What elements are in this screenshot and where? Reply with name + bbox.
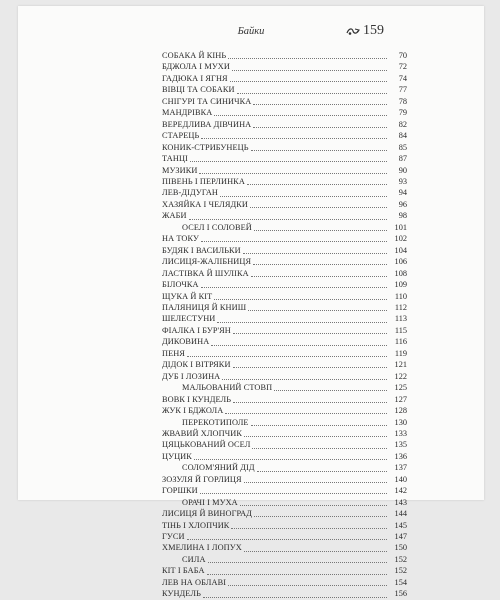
toc-entry-page: 154 xyxy=(394,577,407,587)
dot-leader xyxy=(214,109,387,116)
dot-leader xyxy=(200,487,387,494)
toc-entry-page: 128 xyxy=(394,406,407,416)
page-number-block xyxy=(346,23,384,39)
toc-entry xyxy=(162,142,407,153)
toc-entry-page: 152 xyxy=(394,566,407,576)
toc-entry xyxy=(162,325,407,336)
toc-entry xyxy=(162,107,407,118)
toc-entry xyxy=(162,542,407,553)
toc-entry-title: ТАНЦІ xyxy=(162,154,188,164)
toc-entry-title: ФІАЛКА І БУР'ЯН xyxy=(162,325,231,335)
toc-entry-title: ХАЗЯЙКА І ЧЕЛЯДКИ xyxy=(162,199,248,209)
toc-entry xyxy=(162,439,407,450)
page-header xyxy=(18,24,484,42)
toc-entry-title: СТАРЕЦЬ xyxy=(162,131,200,141)
dot-leader xyxy=(225,407,387,414)
toc-entry-page: 133 xyxy=(394,428,407,438)
toc-entry-page: 84 xyxy=(398,131,407,141)
toc-entry-page: 122 xyxy=(394,371,407,381)
toc-entry xyxy=(162,245,407,256)
toc-entry-title: ГУСИ xyxy=(162,532,185,542)
toc-entry-title: МАНДРІВКА xyxy=(162,108,213,118)
toc-entry-page: 112 xyxy=(394,302,407,312)
toc-entry-page: 121 xyxy=(394,360,407,370)
dot-leader xyxy=(231,522,387,529)
toc-entry xyxy=(162,520,407,531)
toc-entry-title: КОНИК-СТРИБУНЕЦЬ xyxy=(162,142,249,152)
toc-entry xyxy=(162,577,407,588)
dot-leader xyxy=(201,132,387,139)
toc-entry-title: МАЛЬОВАНИЙ СТОВП xyxy=(182,383,273,393)
toc-entry-page: 144 xyxy=(394,509,407,519)
toc-entry-title: ЖВАВИЙ ХЛОПЧИК xyxy=(162,428,242,438)
toc-entry-page: 77 xyxy=(398,85,407,95)
dot-leader xyxy=(244,476,387,483)
toc-entry-title: ШЕЛЕСТУНИ xyxy=(162,314,216,324)
toc-entry-title: ЛЕВ-ДІДУГАН xyxy=(162,188,219,198)
toc-entry-page: 96 xyxy=(398,199,407,209)
toc-entry xyxy=(162,565,407,576)
toc-entry-title: ОРАЧІ І МУХА xyxy=(182,497,238,507)
toc-entry-title: ЩУКА Й КІТ xyxy=(162,291,213,301)
dot-leader xyxy=(244,430,387,437)
toc-entry xyxy=(162,474,407,485)
toc-entry-page: 156 xyxy=(394,589,407,599)
toc-entry-page: 150 xyxy=(394,543,407,553)
dot-leader xyxy=(228,579,387,586)
toc-entry xyxy=(162,313,407,324)
dot-leader xyxy=(208,556,387,563)
toc-entry-page: 108 xyxy=(394,268,407,278)
dot-leader xyxy=(199,167,387,174)
fleuron-icon xyxy=(346,27,360,36)
toc-entry xyxy=(162,451,407,462)
dot-leader xyxy=(253,258,387,265)
toc-entry-page: 74 xyxy=(398,73,407,83)
toc-entry xyxy=(162,371,407,382)
toc-entry-page: 93 xyxy=(398,176,407,186)
toc-entry xyxy=(162,348,407,359)
toc-entry-title: СОЛОМ'ЯНИЙ ДІД xyxy=(182,463,255,473)
toc-entry-page: 98 xyxy=(398,211,407,221)
toc-entry-page: 110 xyxy=(394,291,407,301)
dot-leader xyxy=(187,533,387,540)
dot-leader xyxy=(251,270,387,277)
toc-entry-page: 142 xyxy=(394,486,407,496)
toc-entry-page: 87 xyxy=(398,154,407,164)
toc-entry xyxy=(162,233,407,244)
dot-leader xyxy=(233,396,387,403)
toc-entry-title: ЛАСТІВКА Й ШУЛІКА xyxy=(162,268,249,278)
dot-leader xyxy=(203,591,387,598)
dot-leader xyxy=(274,384,387,391)
toc-entry-title: МУЗИКИ xyxy=(162,165,198,175)
toc-entry xyxy=(162,176,407,187)
dot-leader xyxy=(233,327,387,334)
dot-leader xyxy=(248,304,387,311)
dot-leader xyxy=(254,224,387,231)
dot-leader xyxy=(228,52,387,59)
dot-leader xyxy=(254,510,387,517)
toc-entry-title: ДІДОК І ВІТРЯКИ xyxy=(162,360,231,370)
toc-entry-title: ДИКОВИНА xyxy=(162,337,210,347)
toc-entry xyxy=(162,130,407,141)
toc-entry-page: 116 xyxy=(394,337,407,347)
toc-entry-title: ЛИСИЦЯ-ЖАЛІБНИЦЯ xyxy=(162,257,252,267)
toc-entry xyxy=(162,84,407,95)
toc-entry-page: 143 xyxy=(394,497,407,507)
toc-entry-page: 130 xyxy=(394,417,407,427)
toc-entry-title: ПЕНЯ xyxy=(162,348,185,358)
toc-entry xyxy=(162,256,407,267)
toc-entry-page: 137 xyxy=(394,463,407,473)
dot-leader xyxy=(220,190,387,197)
dot-leader xyxy=(247,178,387,185)
toc-entry xyxy=(162,210,407,221)
toc-entry-title: ОСЕЛ І СОЛОВЕЙ xyxy=(182,222,252,232)
toc-entry xyxy=(162,428,407,439)
toc-entry-title: ВОВК І КУНДЕЛЬ xyxy=(162,394,232,404)
toc-entry-page: 119 xyxy=(394,348,407,358)
toc-entry xyxy=(162,531,407,542)
toc-entry-title: ТІНЬ І ХЛОПЧИК xyxy=(162,520,230,530)
running-title: Байки xyxy=(237,26,265,37)
dot-leader xyxy=(211,339,387,346)
toc-entry-page: 135 xyxy=(394,440,407,450)
toc-entry xyxy=(162,336,407,347)
toc-entry-page: 79 xyxy=(398,108,407,118)
toc-entry-page: 85 xyxy=(398,142,407,152)
dot-leader xyxy=(251,144,387,151)
toc-entry-title: НА ТОКУ xyxy=(162,234,199,244)
toc-entry-page: 82 xyxy=(398,119,407,129)
dot-leader xyxy=(253,98,387,105)
dot-leader xyxy=(217,316,387,323)
toc-entry-page: 113 xyxy=(394,314,407,324)
toc-entry xyxy=(162,153,407,164)
toc-entry xyxy=(162,165,407,176)
dot-leader xyxy=(194,453,387,460)
dot-leader xyxy=(214,293,387,300)
toc-entry-title: СИЛА xyxy=(182,554,206,564)
toc-entry xyxy=(162,119,407,130)
toc-entry-title: ЦУЦИК xyxy=(162,451,192,461)
toc-entry-title: БДЖОЛА І МУХИ xyxy=(162,62,230,72)
page-number: 159 xyxy=(363,23,384,38)
toc-entry xyxy=(162,50,407,61)
toc-entry-title: ХМЕЛИНА І ЛОПУХ xyxy=(162,543,242,553)
toc-entry-title: ЛЕВ НА ОБЛАВІ xyxy=(162,577,227,587)
toc-entry xyxy=(162,508,407,519)
dot-leader xyxy=(230,75,387,82)
toc-entry-title: БІЛОЧКА xyxy=(162,280,199,290)
toc-entry-title: ЦЯЦЬКОВАНИЙ ОСЕЛ xyxy=(162,440,251,450)
dot-leader xyxy=(250,201,387,208)
toc-entry xyxy=(162,417,407,428)
toc-entry-title: КІТ І БАБА xyxy=(162,566,205,576)
toc-entry-page: 127 xyxy=(394,394,407,404)
toc-entry xyxy=(162,554,407,565)
dot-leader xyxy=(257,465,387,472)
toc-entry-title: ГОРШКИ xyxy=(162,486,198,496)
dot-leader xyxy=(190,155,387,162)
toc-entry xyxy=(162,268,407,279)
toc-entry-title: СНІГУРІ ТА СИНИЧКА xyxy=(162,96,252,106)
toc-entry xyxy=(162,588,407,599)
toc-entry xyxy=(162,497,407,508)
toc-entry-page: 94 xyxy=(398,188,407,198)
toc-entry xyxy=(162,222,407,233)
dot-leader xyxy=(201,235,387,242)
toc-entry-title: БУДЯК І ВАСИЛЬКИ xyxy=(162,245,241,255)
toc-entry-page: 102 xyxy=(394,234,407,244)
toc-entry-page: 125 xyxy=(394,383,407,393)
dot-leader xyxy=(232,64,387,71)
toc-entry xyxy=(162,73,407,84)
dot-leader xyxy=(244,545,387,552)
toc-entry-page: 72 xyxy=(398,62,407,72)
toc-entry xyxy=(162,462,407,473)
table-of-contents xyxy=(162,50,407,600)
toc-entry xyxy=(162,61,407,72)
dot-leader xyxy=(187,350,387,357)
dot-leader xyxy=(243,247,387,254)
toc-entry-title: ВІВЦІ ТА СОБАКИ xyxy=(162,85,235,95)
toc-entry xyxy=(162,291,407,302)
dot-leader xyxy=(189,213,387,220)
toc-entry-page: 152 xyxy=(394,554,407,564)
toc-entry-title: ЛИСИЦЯ Й ВИНОГРАД xyxy=(162,509,253,519)
toc-entry xyxy=(162,279,407,290)
toc-entry-page: 106 xyxy=(394,257,407,267)
toc-entry-page: 109 xyxy=(394,280,407,290)
dot-leader xyxy=(233,361,387,368)
dot-leader xyxy=(237,87,387,94)
toc-entry xyxy=(162,187,407,198)
toc-entry-title: ПАЛЯНИЦЯ Й КНИШ xyxy=(162,302,247,312)
dot-leader xyxy=(253,121,387,128)
toc-entry-page: 70 xyxy=(398,51,407,60)
toc-entry-title: ДУБ І ЛОЗИНА xyxy=(162,371,221,381)
toc-entry xyxy=(162,485,407,496)
dot-leader xyxy=(201,281,387,288)
toc-entry-page: 147 xyxy=(394,532,407,542)
toc-entry-title: ПЕРЕКОТИПОЛЕ xyxy=(182,417,249,427)
dot-leader xyxy=(251,419,387,426)
toc-entry-page: 115 xyxy=(394,325,407,335)
toc-entry xyxy=(162,359,407,370)
toc-entry-page: 104 xyxy=(394,245,407,255)
book-page xyxy=(18,6,484,599)
toc-entry xyxy=(162,382,407,393)
toc-entry-title: СОБАКА Й КІНЬ xyxy=(162,51,227,60)
toc-entry xyxy=(162,96,407,107)
toc-entry-title: ПІВЕНЬ І ПЕРЛИНКА xyxy=(162,176,245,186)
toc-entry-page: 145 xyxy=(394,520,407,530)
toc-entry-title: КУНДЕЛЬ xyxy=(162,589,201,599)
toc-entry-title: ГАДЮКА І ЯГНЯ xyxy=(162,73,228,83)
toc-entry-title: ЖАБИ xyxy=(162,211,187,221)
toc-entry-title: ЗОЗУЛЯ Й ГОРЛИЦЯ xyxy=(162,474,242,484)
toc-entry-title: ЖУК І БДЖОЛА xyxy=(162,406,224,416)
dot-leader xyxy=(207,568,387,575)
toc-entry xyxy=(162,405,407,416)
toc-entry-page: 140 xyxy=(394,474,407,484)
toc-entry-page: 101 xyxy=(394,222,407,232)
dot-leader xyxy=(222,373,387,380)
toc-entry-page: 90 xyxy=(398,165,407,175)
toc-entry xyxy=(162,199,407,210)
toc-entry-page: 78 xyxy=(398,96,407,106)
dot-leader xyxy=(252,442,387,449)
toc-entry-page: 136 xyxy=(394,451,407,461)
toc-entry xyxy=(162,302,407,313)
toc-entry-title: ВЕРЕДЛИВА ДІВЧИНА xyxy=(162,119,252,129)
toc-entry xyxy=(162,394,407,405)
